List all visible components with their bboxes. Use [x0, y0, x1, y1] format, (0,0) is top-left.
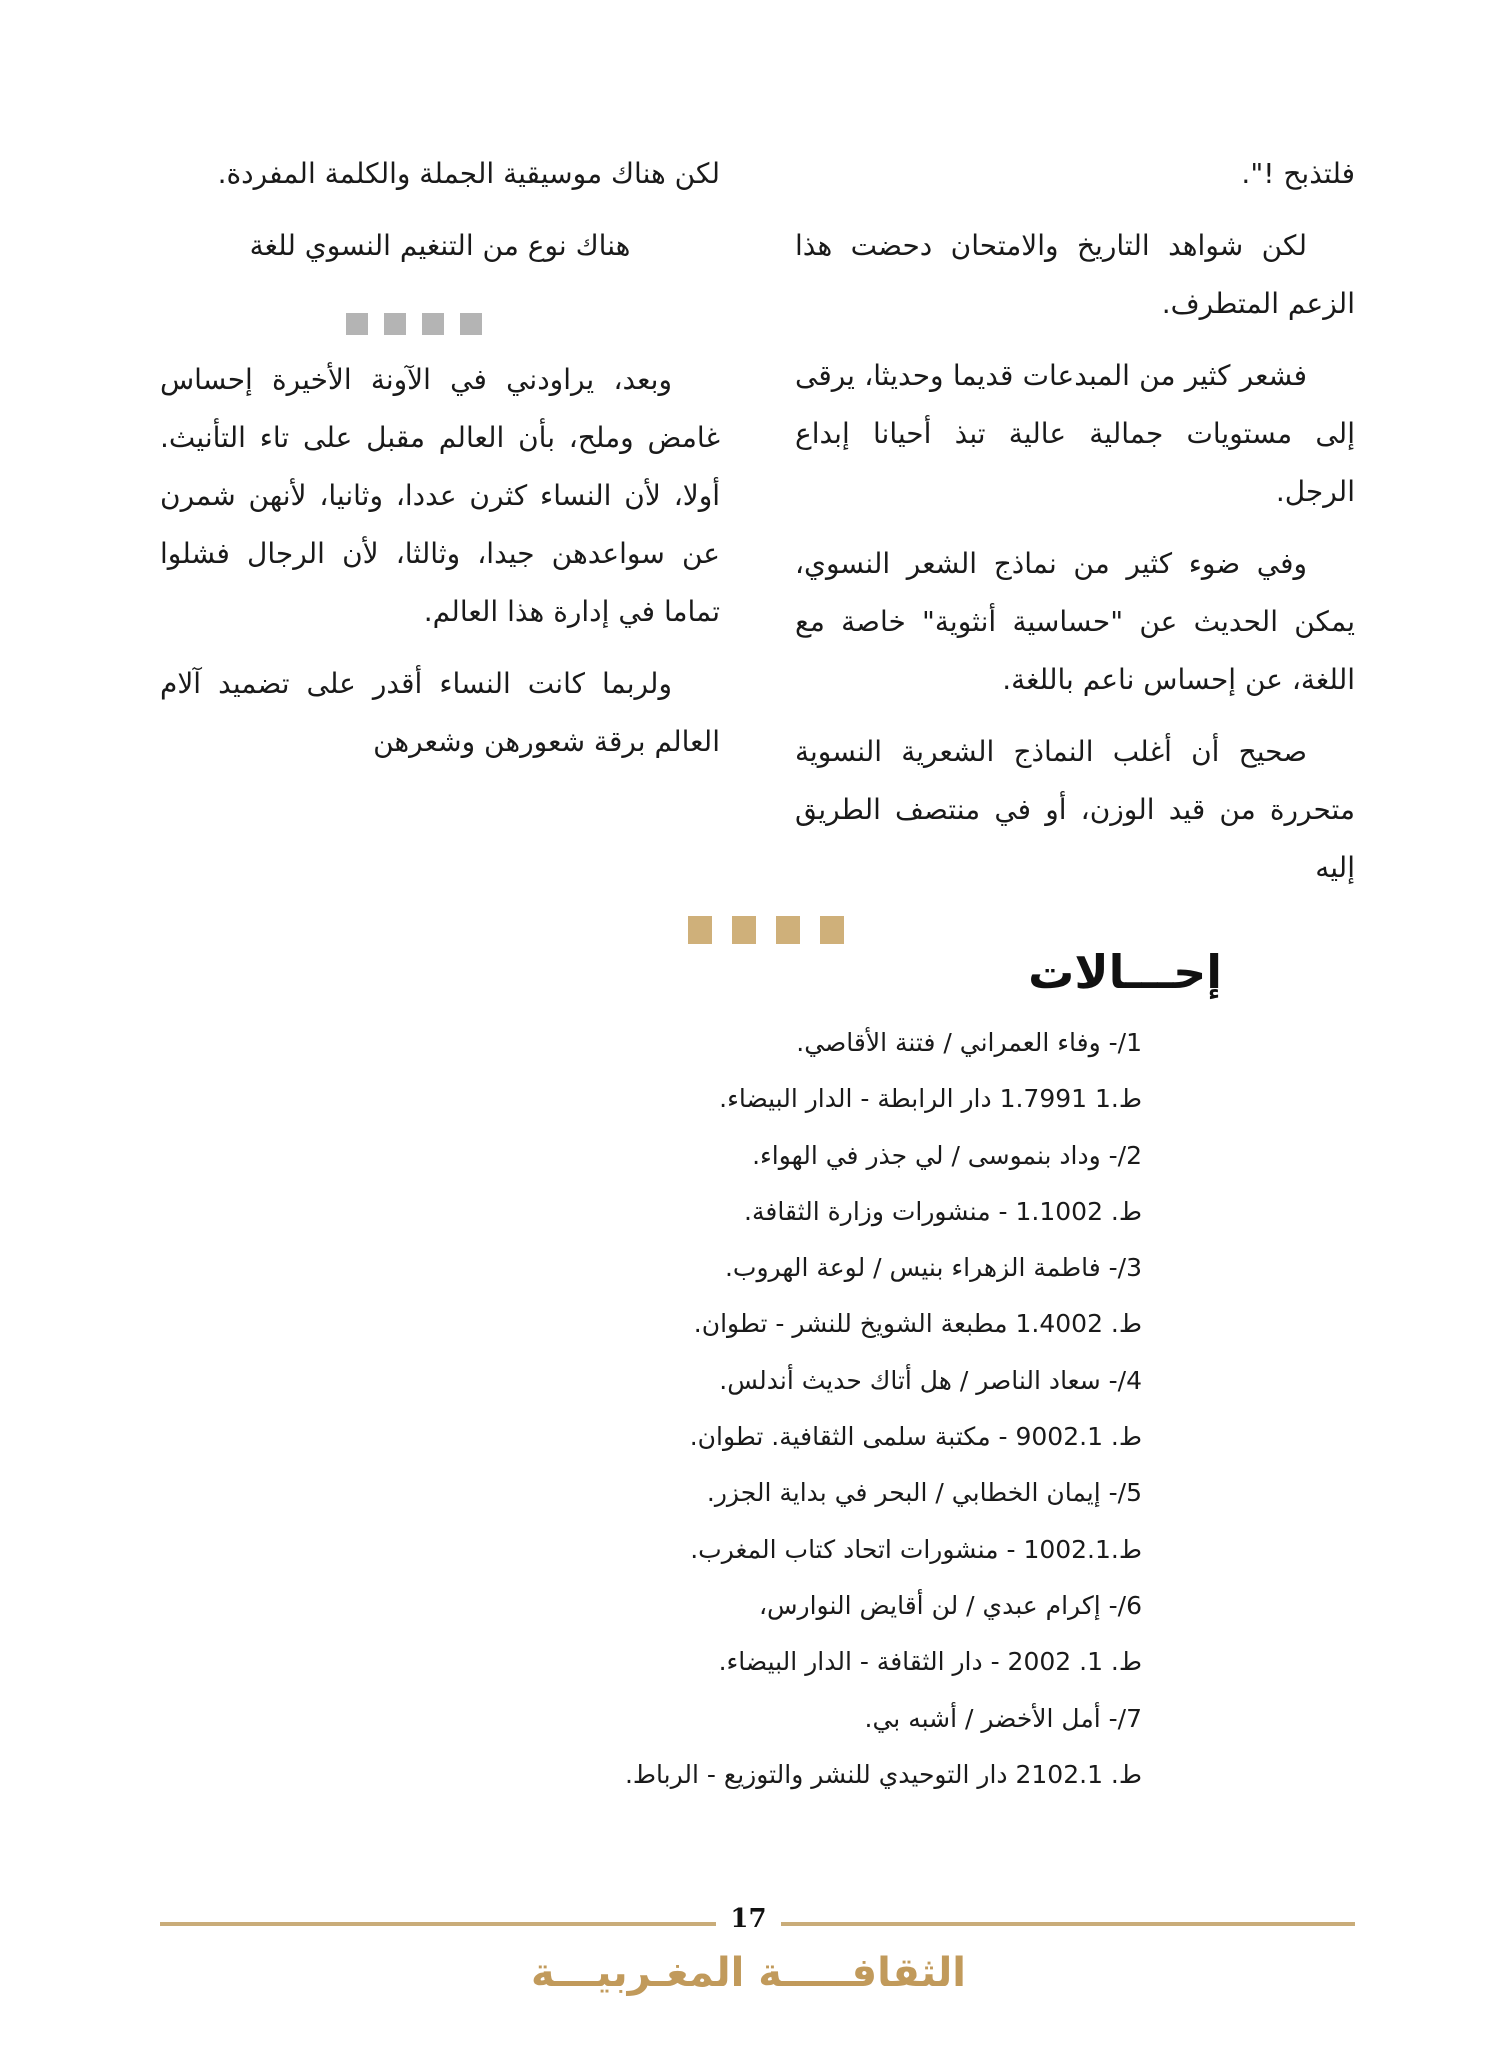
separator-square: [422, 313, 444, 335]
reference-item: ط.1002.1 - منشورات اتحاد كتاب المغرب.: [690, 1534, 1142, 1564]
reference-item: 2/- وداد بنموسى / لي جذر في الهواء.: [752, 1140, 1142, 1170]
section-separator-grey: [346, 313, 482, 335]
separator-square: [688, 916, 712, 944]
references-heading: إحـــالات: [1028, 945, 1222, 999]
paragraph: وفي ضوء كثير من نماذج الشعر النسوي، يمكن الحديث عن "حساسية أنثوية" خاصة مع اللغة، عن إحساس ناعم باللغة.: [795, 547, 1355, 696]
reference-item: ط. 1. 2002 - دار الثقافة - الدار البيضاء.: [718, 1647, 1142, 1677]
reference-item: ط. 2102.1 دار التوحيدي للنشر والتوزيع - الرباط.: [624, 1759, 1142, 1789]
separator-square: [776, 916, 800, 944]
references-list: [342, 1015, 1142, 1803]
reference-item: ط. 1.4002 مطبعة الشويخ للنشر - تطوان.: [693, 1309, 1142, 1339]
reference-item: 5/- إيمان الخطابي / البحر في بداية الجزر.: [706, 1478, 1142, 1508]
section-separator-gold: [688, 916, 844, 944]
separator-square: [346, 313, 368, 335]
text-line: لكن هناك موسيقية الجملة والكلمة المفردة.: [217, 157, 720, 190]
paragraph: فلتذبح !".: [1241, 157, 1355, 190]
reference-item: 3/- فاطمة الزهراء بنيس / لوعة الهروب.: [724, 1253, 1142, 1283]
paragraph: وبعد، يراودني في الآونة الأخيرة إحساس غامض وملح، بأن العالم مقبل على تاء التأنيث. أولا، لأن النساء كثرن عددا، وثانيا، لأنهن شمرن عن سواعدهن جيدا، وثالثا، لأن الرجال فشلوا تماما في إدارة هذا العالم.: [160, 363, 720, 628]
reference-item: 6/- إكرام عبدي / لن أقايض النوارس،: [758, 1590, 1142, 1620]
paragraph: صحيح أن أغلب النماذج الشعرية النسوية متحررة من قيد الوزن، أو في منتصف الطريق إليه: [795, 735, 1355, 884]
reference-item: ط. 9002.1 - مكتبة سلمى الثقافية. تطوان.: [689, 1422, 1142, 1452]
reference-item: 4/- سعاد الناصر / هل أتاك حديث أندلس.: [719, 1365, 1142, 1395]
reference-item: 7/- أمل الأخضر / أشبه بي.: [864, 1703, 1142, 1733]
reference-item: 1/- وفاء العمراني / فتنة الأقاصي.: [796, 1028, 1142, 1057]
page-number-text: 17: [716, 1904, 780, 1934]
paragraph: ولربما كانت النساء أقدر على تضميد آلام العالم برقة شعورهن وشعرهن: [160, 667, 720, 758]
separator-square: [460, 313, 482, 335]
reference-item: ط. 1.1002 - منشورات وزارة الثقافة.: [744, 1196, 1142, 1226]
separator-square: [820, 916, 844, 944]
right-column: [795, 145, 1355, 911]
separator-square: [732, 916, 756, 944]
magazine-title: الثقافـــــة المغـربيـــة: [531, 1950, 966, 1996]
page-number: [0, 1904, 1497, 1934]
left-column: [160, 145, 720, 785]
paragraph: لكن شواهد التاريخ والامتحان دحضت هذا الزعم المتطرف.: [795, 229, 1355, 320]
text-line: هناك نوع من التنغيم النسوي للغة: [249, 229, 631, 262]
paragraph: فشعر كثير من المبدعات قديما وحديثا، يرقى إلى مستويات جمالية عالية تبذ أحيانا إبداع الرجل.: [795, 359, 1355, 508]
separator-square: [384, 313, 406, 335]
reference-item: ط.1 1.7991 دار الرابطة - الدار البيضاء.: [719, 1084, 1142, 1114]
